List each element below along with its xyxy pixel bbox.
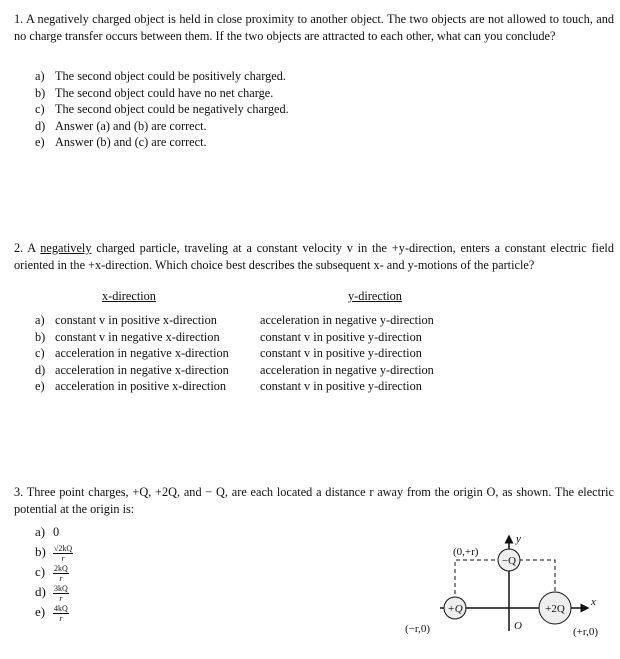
numerator: 4kQ <box>54 603 68 613</box>
option-letter: e) <box>35 379 45 394</box>
q1-options <box>35 68 289 151</box>
option-letter: b) <box>35 329 46 344</box>
q3-text: 3. Three point charges, +Q, +2Q, and − Q, are each located a distance r away from the origin O, as shown. The electric potential at the origin is: <box>14 485 614 516</box>
q3-option-e[interactable] <box>35 602 73 622</box>
right-coord-label: (+r,0) <box>573 626 599 638</box>
numerator: 3kQ <box>54 583 68 593</box>
charge-left-label: +Q <box>447 603 463 615</box>
origin-label: O <box>514 620 522 632</box>
charge-diagram <box>395 528 620 659</box>
fraction <box>53 604 69 623</box>
option-letter: d) <box>35 362 46 377</box>
option-text: The second object could be positively charged. <box>55 69 286 83</box>
q1-option-a[interactable] <box>35 68 289 85</box>
charge-top-label: −Q <box>501 555 517 567</box>
option-letter: d) <box>35 118 46 133</box>
q2-option-b[interactable] <box>35 329 434 346</box>
q2-body: charged particle, traveling at a constant velocity v in the +y-direction, enters a constant electric field oriented in the +x-direction. Which choice best describes the subsequent x- and y-motions of the particle? <box>14 241 614 272</box>
x-axis-label: x <box>591 596 596 608</box>
option-letter: b) <box>35 85 46 100</box>
q3-option-b[interactable] <box>35 542 73 562</box>
q2-option-a[interactable] <box>35 312 434 329</box>
q2-option-d[interactable] <box>35 362 434 379</box>
option-letter: b) <box>35 544 46 559</box>
q3-option-a[interactable] <box>35 522 73 542</box>
fraction <box>53 544 73 563</box>
y-axis-label: y <box>516 533 521 545</box>
option-y: acceleration in negative y-direction <box>260 362 434 377</box>
numerator: 2kQ <box>54 563 68 573</box>
denominator: r <box>59 613 63 623</box>
option-letter: c) <box>35 346 45 361</box>
option-x: constant v in negative x-direction <box>55 329 220 344</box>
left-coord-label: (−r,0) <box>405 623 431 635</box>
option-text: Answer (b) and (c) are correct. <box>55 135 207 150</box>
option-text: Answer (a) and (b) are correct. <box>55 118 207 133</box>
fraction <box>53 564 69 583</box>
option-y: constant v in positive y-direction <box>260 379 422 394</box>
q2-option-e[interactable] <box>35 378 434 395</box>
q2-text <box>14 240 614 273</box>
q3-option-c[interactable] <box>35 562 73 582</box>
col-x-label: x-direction <box>102 289 156 303</box>
q1-text: 1. A negatively charged object is held in close proximity to another object. The two objects are not allowed to touch, and no charge transfer occurs between them. If the two objects are attracted to each other, what can you conclude? <box>14 12 614 43</box>
option-letter: a) <box>35 524 46 539</box>
denominator: r <box>61 553 65 563</box>
option-letter: d) <box>35 584 46 599</box>
q2-options <box>35 312 434 395</box>
option-letter: c) <box>35 102 45 117</box>
option-letter: c) <box>35 564 46 579</box>
option-value: 0 <box>53 525 60 539</box>
option-x: acceleration in negative x-direction <box>55 362 229 377</box>
q1-option-b[interactable] <box>35 85 289 102</box>
option-letter: e) <box>35 604 46 619</box>
option-letter: e) <box>35 135 45 150</box>
option-text: The second object could be negatively charged. <box>55 102 289 117</box>
charge-right-label: +2Q <box>545 603 565 615</box>
option-text: The second object could have no net charge. <box>55 85 274 100</box>
q1-option-d[interactable] <box>35 118 289 135</box>
option-x: constant v in positive x-direction <box>55 313 217 327</box>
numerator: √2kQ <box>54 543 73 553</box>
q3-options <box>35 522 73 622</box>
option-x: acceleration in negative x-direction <box>55 346 229 361</box>
option-letter: a) <box>35 313 45 327</box>
option-x: acceleration in positive x-direction <box>55 379 227 394</box>
q2-option-c[interactable] <box>35 345 434 362</box>
q2-underlined-word: negatively <box>40 241 92 255</box>
denominator: r <box>59 573 63 583</box>
col-y-label: y-direction <box>348 289 402 303</box>
top-coord-label: (0,+r) <box>453 546 479 558</box>
fraction <box>53 584 69 603</box>
option-letter: a) <box>35 69 45 83</box>
q2-col-x-header <box>102 289 156 304</box>
option-y: acceleration in negative y-direction <box>260 313 434 327</box>
option-y: constant v in positive y-direction <box>260 329 422 344</box>
denominator: r <box>59 593 63 603</box>
q1-option-e[interactable] <box>35 134 289 151</box>
q1-option-c[interactable] <box>35 101 289 118</box>
option-y: constant v in positive y-direction <box>260 346 422 361</box>
q3-option-d[interactable] <box>35 582 73 602</box>
q2-col-y-header <box>348 289 402 304</box>
q2-prefix: 2. A <box>14 241 41 255</box>
